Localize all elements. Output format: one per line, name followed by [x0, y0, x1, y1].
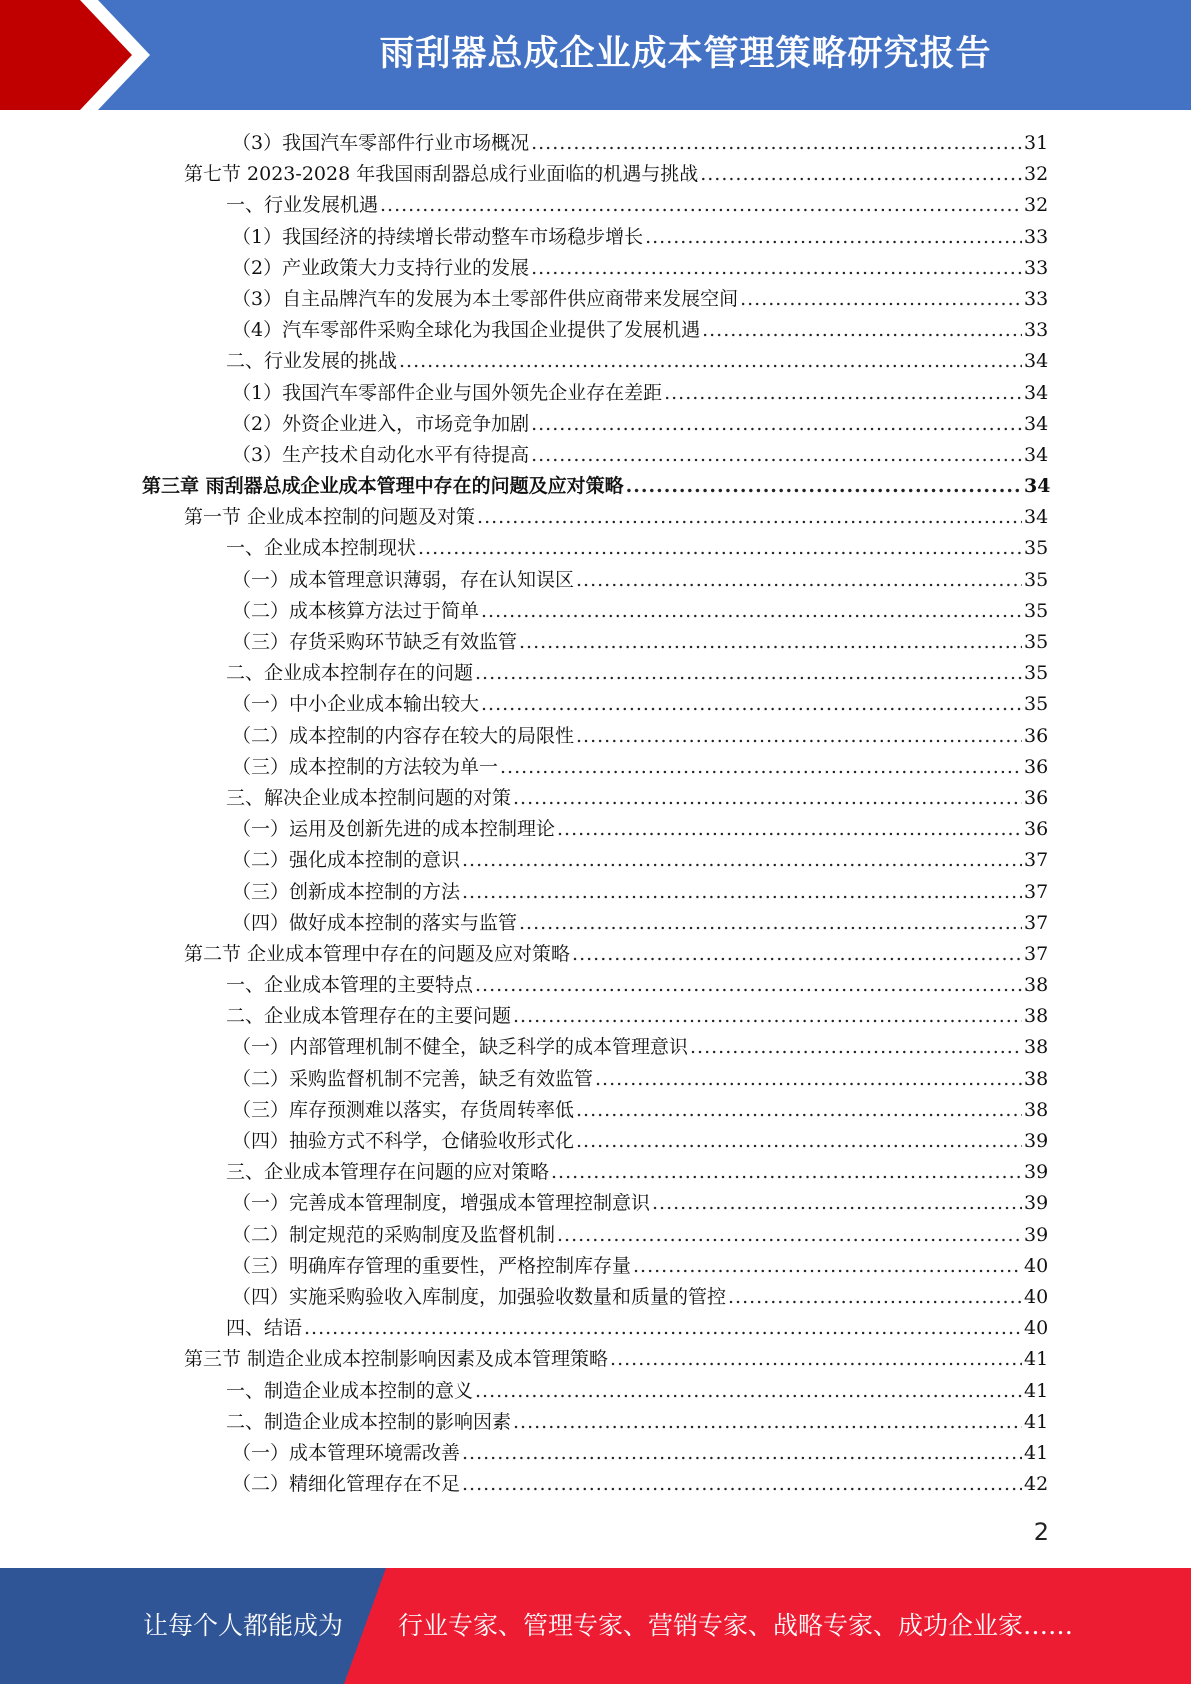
footer-slogan-right: 行业专家、管理专家、营销专家、战略专家、成功企业家……: [398, 1611, 1074, 1640]
toc-entry[interactable]: [0, 253, 1191, 284]
toc-entry-title: 一、行业发展机遇: [226, 194, 379, 217]
toc-entry-title: （1）我国汽车零部件企业与国外领先企业存在差距: [232, 381, 663, 404]
toc-entry[interactable]: [0, 1376, 1191, 1407]
toc-entry-page: 39: [1024, 1223, 1049, 1246]
toc-entry-title: （三）创新成本控制的方法: [232, 880, 461, 903]
toc-entry[interactable]: [0, 877, 1191, 908]
toc-entry-page: 34: [1024, 475, 1051, 498]
toc-entry[interactable]: [0, 315, 1191, 346]
toc-entry[interactable]: [0, 752, 1191, 783]
toc-entry-title: （四）抽验方式不科学，仓储验收形式化: [232, 1130, 575, 1152]
toc-entry-page: 41: [1024, 1441, 1049, 1464]
toc-entry[interactable]: [0, 721, 1191, 752]
toc-dot-leader: [475, 1376, 1022, 1407]
table-of-contents: [0, 128, 1191, 1500]
toc-entry-page: 39: [1024, 1192, 1049, 1215]
toc-entry-title: （三）明确库存管理的重要性，严格控制库存量: [232, 1254, 632, 1277]
toc-entry[interactable]: [0, 908, 1191, 939]
toc-dot-leader: [702, 315, 1022, 346]
toc-dot-leader: [690, 1032, 1022, 1063]
toc-dot-leader: [633, 1251, 1022, 1282]
toc-entry-page: 37: [1024, 942, 1049, 965]
toc-dot-leader: [728, 1282, 1022, 1313]
toc-dot-leader: [531, 409, 1022, 440]
toc-entry-title: （2）外资企业进入，市场竞争加剧: [232, 412, 530, 435]
toc-dot-leader: [700, 159, 1022, 190]
page-footer: [0, 1568, 1191, 1684]
toc-entry[interactable]: [0, 1064, 1191, 1095]
toc-entry-page: 33: [1024, 287, 1049, 310]
toc-dot-leader: [462, 845, 1022, 876]
toc-entry-title: （一）成本管理环境需改善: [232, 1441, 461, 1464]
toc-entry[interactable]: [0, 222, 1191, 253]
toc-dot-leader: [626, 471, 1022, 502]
toc-dot-leader: [500, 752, 1022, 783]
toc-entry-title: （二）成本核算方法过于简单: [232, 599, 480, 622]
toc-entry[interactable]: [0, 533, 1191, 564]
toc-entry-page: 35: [1024, 568, 1049, 591]
toc-dot-leader: [531, 253, 1022, 284]
toc-entry-page: 35: [1024, 631, 1049, 653]
toc-entry-title: 二、企业成本管理存在的主要问题: [226, 1005, 512, 1028]
toc-entry[interactable]: [0, 346, 1191, 377]
toc-dot-leader: [418, 533, 1022, 564]
toc-dot-leader: [475, 970, 1022, 1001]
toc-entry-title: 四、结语: [226, 1317, 303, 1340]
toc-entry-title: （四）做好成本控制的落实与监管: [232, 911, 518, 934]
toc-dot-leader: [664, 378, 1022, 409]
toc-entry-title: 二、行业发展的挑战: [226, 350, 398, 373]
toc-dot-leader: [304, 1313, 1022, 1344]
toc-entry-title: （二）采购监督机制不完善，缺乏有效监管: [232, 1067, 594, 1090]
toc-entry[interactable]: [0, 1157, 1191, 1188]
toc-entry-page: 41: [1024, 1410, 1049, 1433]
toc-dot-leader: [380, 190, 1022, 221]
toc-entry-page: 34: [1024, 412, 1049, 435]
toc-entry[interactable]: [0, 409, 1191, 440]
toc-entry[interactable]: [0, 970, 1191, 1001]
toc-entry[interactable]: [0, 1251, 1191, 1282]
toc-entry-page: 38: [1024, 1005, 1049, 1028]
toc-entry-page: 37: [1024, 880, 1049, 903]
toc-entry-page: 36: [1024, 786, 1049, 809]
toc-entry-page: 33: [1024, 319, 1049, 342]
toc-entry-title: （3）自主品牌汽车的发展为本土零部件供应商带来发展空间: [232, 287, 739, 310]
toc-dot-leader: [576, 1095, 1022, 1126]
toc-dot-leader: [576, 1126, 1022, 1157]
toc-entry-page: 31: [1024, 132, 1049, 154]
toc-entry[interactable]: [0, 502, 1191, 533]
toc-entry[interactable]: [0, 939, 1191, 970]
toc-dot-leader: [595, 1064, 1022, 1095]
toc-entry-page: 38: [1024, 974, 1049, 997]
toc-dot-leader: [399, 346, 1022, 377]
toc-entry-page: 37: [1024, 911, 1049, 934]
toc-dot-leader: [519, 908, 1022, 939]
toc-entry-title: 一、企业成本管理的主要特点: [226, 974, 474, 997]
toc-entry-title: （1）我国经济的持续增长带动整车市场稳步增长: [232, 225, 644, 248]
toc-entry[interactable]: [0, 1344, 1191, 1375]
toc-entry-title: （3）生产技术自动化水平有待提高: [232, 443, 530, 466]
toc-entry[interactable]: [0, 190, 1191, 221]
toc-entry-page: 40: [1024, 1317, 1049, 1340]
toc-entry-page: 35: [1024, 599, 1049, 622]
toc-entry-title: （二）强化成本控制的意识: [232, 849, 461, 872]
toc-entry[interactable]: [0, 128, 1191, 159]
toc-dot-leader: [645, 222, 1022, 253]
toc-entry-title: （一）运用及创新先进的成本控制理论: [232, 818, 556, 841]
toc-entry-title: （一）成本管理意识薄弱，存在认知误区: [232, 568, 575, 591]
toc-entry[interactable]: [0, 378, 1191, 409]
toc-entry-title: （二）制定规范的采购制度及监督机制: [232, 1223, 556, 1246]
toc-entry-title: 二、企业成本控制存在的问题: [226, 662, 474, 685]
toc-dot-leader: [531, 440, 1022, 471]
toc-entry-title: （3）我国汽车零部件行业市场概况: [232, 132, 530, 154]
toc-dot-leader: [462, 877, 1022, 908]
toc-entry-title: （三）存货采购环节缺乏有效监管: [232, 631, 518, 653]
toc-entry-page: 33: [1024, 256, 1049, 279]
toc-entry[interactable]: [0, 1438, 1191, 1469]
toc-dot-leader: [576, 565, 1022, 596]
toc-entry-page: 36: [1024, 755, 1049, 778]
toc-entry-title: （三）库存预测难以落实，存货周转率低: [232, 1098, 575, 1121]
toc-entry[interactable]: [0, 845, 1191, 876]
toc-dot-leader: [572, 939, 1022, 970]
toc-entry-title: 第一节 企业成本控制的问题及对策: [184, 506, 476, 529]
toc-dot-leader: [477, 502, 1022, 533]
toc-entry[interactable]: [0, 1095, 1191, 1126]
toc-entry-page: 35: [1024, 693, 1049, 716]
toc-entry-page: 36: [1024, 818, 1049, 841]
page-number: 2: [1033, 1518, 1049, 1546]
toc-entry-page: 38: [1024, 1067, 1049, 1090]
toc-entry-title: 三、解决企业成本控制问题的对策: [226, 786, 512, 809]
toc-entry-title: （二）成本控制的内容存在较大的局限性: [232, 724, 575, 747]
toc-dot-leader: [513, 1407, 1022, 1438]
toc-entry-title: 三、企业成本管理存在问题的应对策略: [226, 1161, 550, 1184]
toc-entry-title: 二、制造企业成本控制的影响因素: [226, 1410, 512, 1433]
toc-dot-leader: [481, 596, 1022, 627]
toc-entry[interactable]: [0, 1282, 1191, 1313]
toc-entry-page: 36: [1024, 724, 1049, 747]
toc-entry[interactable]: [0, 1407, 1191, 1438]
toc-entry-page: 40: [1024, 1254, 1049, 1277]
toc-entry[interactable]: [0, 565, 1191, 596]
toc-dot-leader: [551, 1157, 1022, 1188]
toc-entry-page: 33: [1024, 225, 1049, 248]
toc-entry-title: （2）产业政策大力支持行业的发展: [232, 256, 530, 279]
toc-entry-title: 第二节 企业成本管理中存在的问题及应对策略: [184, 942, 571, 965]
toc-entry[interactable]: [0, 1188, 1191, 1219]
toc-entry[interactable]: [0, 627, 1191, 658]
toc-entry-page: 37: [1024, 849, 1049, 872]
toc-entry[interactable]: [0, 440, 1191, 471]
toc-dot-leader: [740, 284, 1022, 315]
footer-slogan-left: 让每个人都能成为: [143, 1611, 344, 1640]
toc-entry[interactable]: [0, 658, 1191, 689]
toc-entry[interactable]: [0, 1126, 1191, 1157]
toc-entry-page: 38: [1024, 1098, 1049, 1121]
toc-dot-leader: [462, 1438, 1022, 1469]
toc-entry-title: （4）汽车零部件采购全球化为我国企业提供了发展机遇: [232, 319, 701, 342]
header-chevron-arrow: [0, 0, 150, 110]
toc-dot-leader: [519, 627, 1022, 658]
toc-entry[interactable]: [0, 1220, 1191, 1251]
toc-entry-page: 34: [1024, 350, 1049, 373]
toc-dot-leader: [652, 1188, 1022, 1219]
toc-entry-page: 34: [1024, 506, 1049, 529]
toc-entry[interactable]: [0, 596, 1191, 627]
document-title: 雨刮器总成企业成本管理策略研究报告: [379, 34, 992, 74]
toc-dot-leader: [475, 658, 1022, 689]
toc-entry-title: 第三章 雨刮器总成企业成本管理中存在的问题及应对策略: [142, 475, 624, 498]
toc-entry-page: 34: [1024, 381, 1049, 404]
toc-dot-leader: [531, 128, 1022, 159]
toc-entry-page: 40: [1024, 1285, 1049, 1308]
toc-dot-leader: [462, 1469, 1022, 1500]
toc-entry-page: 39: [1024, 1161, 1049, 1184]
toc-entry-title: （二）精细化管理存在不足: [232, 1473, 461, 1496]
toc-entry-title: （三）成本控制的方法较为单一: [232, 755, 499, 778]
toc-dot-leader: [576, 721, 1022, 752]
toc-entry-title: 第七节 2023-2028 年我国雨刮器总成行业面临的机遇与挑战: [184, 163, 699, 186]
toc-entry[interactable]: [0, 159, 1191, 190]
toc-entry[interactable]: [0, 783, 1191, 814]
toc-entry-title: （一）中小企业成本输出较大: [232, 693, 480, 716]
toc-dot-leader: [610, 1344, 1022, 1375]
toc-dot-leader: [513, 783, 1022, 814]
toc-entry[interactable]: [0, 1032, 1191, 1063]
toc-entry-title: 第三节 制造企业成本控制影响因素及成本管理策略: [184, 1348, 609, 1371]
toc-entry-page: 32: [1024, 194, 1049, 217]
toc-entry-title: 一、企业成本控制现状: [226, 537, 417, 560]
toc-entry-page: 39: [1024, 1130, 1049, 1152]
toc-dot-leader: [513, 1001, 1022, 1032]
toc-entry[interactable]: [0, 284, 1191, 315]
toc-dot-leader: [481, 689, 1022, 720]
toc-entry[interactable]: [0, 1313, 1191, 1344]
toc-entry-page: 42: [1024, 1473, 1049, 1496]
toc-entry[interactable]: [0, 689, 1191, 720]
toc-entry[interactable]: [0, 814, 1191, 845]
toc-entry-page: 32: [1024, 163, 1049, 186]
toc-entry[interactable]: [0, 471, 1191, 502]
toc-dot-leader: [557, 814, 1022, 845]
toc-dot-leader: [557, 1220, 1022, 1251]
toc-entry-page: 34: [1024, 443, 1049, 466]
toc-entry-title: （一）完善成本管理制度，增强成本管理控制意识: [232, 1192, 651, 1215]
toc-entry-page: 35: [1024, 537, 1049, 560]
toc-entry-title: （一）内部管理机制不健全，缺乏科学的成本管理意识: [232, 1036, 689, 1059]
toc-entry-title: （四）实施采购验收入库制度，加强验收数量和质量的管控: [232, 1285, 727, 1308]
toc-entry-page: 41: [1024, 1348, 1049, 1371]
toc-entry-title: 一、制造企业成本控制的意义: [226, 1379, 474, 1402]
toc-entry[interactable]: [0, 1001, 1191, 1032]
toc-entry[interactable]: [0, 1469, 1191, 1500]
toc-entry-page: 38: [1024, 1036, 1049, 1059]
toc-entry-page: 41: [1024, 1379, 1049, 1402]
toc-entry-page: 35: [1024, 662, 1049, 685]
page-header: [0, 0, 1191, 110]
